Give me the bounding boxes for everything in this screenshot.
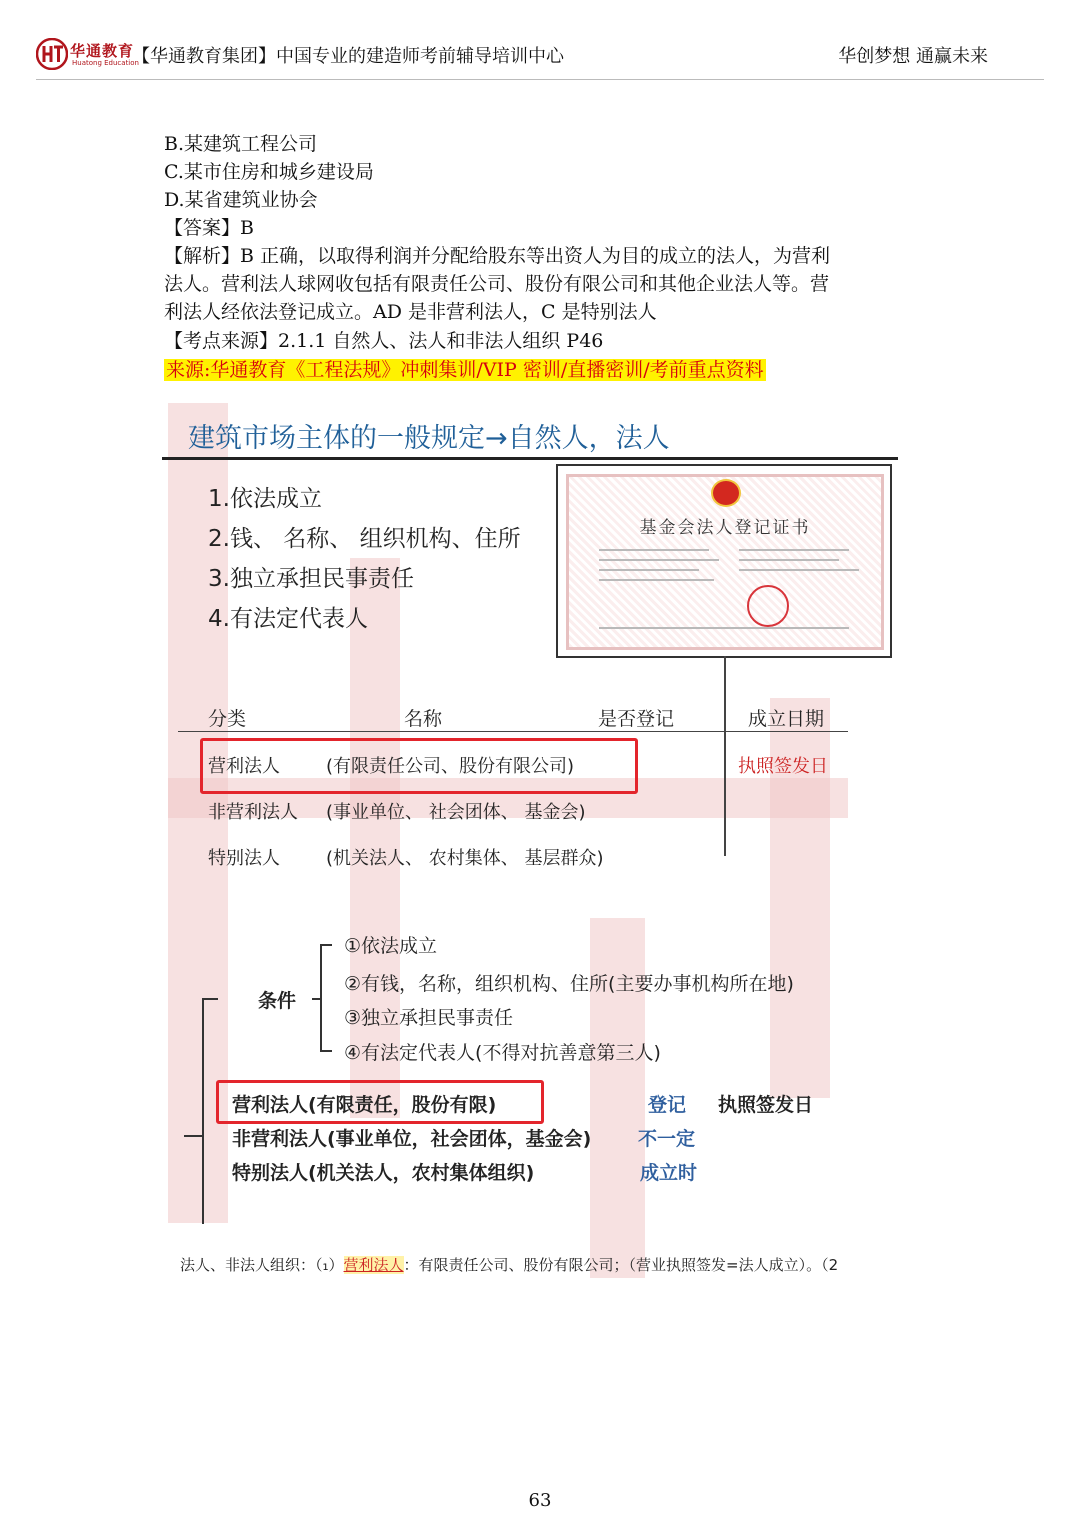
analysis-line: 【解析】B 正确，以取得利润并分配给股东等出资人为目的成立的法人，为营利 xyxy=(164,245,831,267)
option-c: C.某市住房和城乡建设局 xyxy=(164,161,374,183)
table-cell: 营利法人 xyxy=(208,756,280,777)
table-cell: 特别法人 xyxy=(208,848,280,869)
highlighted-source: 来源:华通教育《工程法规》冲刺集训/VIP 密训/直播密训/考前重点资料 xyxy=(166,359,764,381)
condition-detail: ③独立承担民事责任 xyxy=(344,1007,514,1029)
condition-item: 4.有法定代表人 xyxy=(208,606,368,632)
certificate-image xyxy=(556,464,892,658)
table-header: 成立日期 xyxy=(748,708,825,730)
table-cell: (机关法人、 农村集体、 基层群众) xyxy=(326,848,604,869)
type-name: 特别法人(机关法人，农村集体组织) xyxy=(232,1162,535,1184)
source-reference: 【考点来源】2.1.1 自然人、法人和非法人组织 P46 xyxy=(164,330,604,352)
footnote-highlight: 营利法人 xyxy=(343,1256,404,1274)
certificate-title: 基金会法人登记证书 xyxy=(639,518,811,538)
table-cell: (事业单位、 社会团体、 基金会) xyxy=(326,802,586,823)
logo-text: 华通教育 xyxy=(70,42,135,60)
option-b: B.某建筑工程公司 xyxy=(164,133,318,155)
table-cell: (有限责任公司、股份有限公司) xyxy=(326,756,575,777)
watermark-bar xyxy=(350,558,400,1118)
bracket-line xyxy=(312,998,322,1000)
emblem-icon xyxy=(711,479,741,507)
condition-detail: ①依法成立 xyxy=(344,935,438,957)
table-cell: 执照签发日 xyxy=(738,756,828,777)
condition-detail: ②有钱，名称，组织机构、住所(主要办事机构所在地) xyxy=(344,973,794,995)
slide-title: 建筑市场主体的一般规定→自然人，法人 xyxy=(188,423,670,454)
table-header: 是否登记 xyxy=(598,708,675,730)
condition-item: 2.钱、 名称、 组织机构、住所 xyxy=(208,526,521,552)
footnote-rest: ：有限责任公司、股份有限公司；（营业执照签发=法人成立）。（2 xyxy=(403,1256,839,1274)
bracket-line xyxy=(320,1050,332,1052)
analysis-line: 法人。营利法人球网收包括有限责任公司、股份有限公司和其他企业法人等。营 xyxy=(164,273,830,295)
table-header: 名称 xyxy=(404,708,443,730)
type-name: 非营利法人(事业单位，社会团体，基金会) xyxy=(232,1128,592,1150)
table-divider xyxy=(724,656,726,856)
type-date: 执照签发日 xyxy=(718,1094,814,1116)
type-name: 营利法人(有限责任，股份有限) xyxy=(232,1094,497,1116)
highlight-box xyxy=(200,738,638,794)
type-registration: 不一定 xyxy=(638,1128,696,1150)
table-cell: 非营利法人 xyxy=(208,802,298,823)
seal-stamp-icon xyxy=(747,585,789,627)
condition-item: 3.独立承担民事责任 xyxy=(208,566,414,592)
table-header-rule xyxy=(178,731,848,732)
header-divider xyxy=(36,79,1044,80)
logo-icon xyxy=(36,38,68,70)
header-slogan: 华创梦想 通赢未来 xyxy=(838,46,988,67)
outer-bracket-line xyxy=(202,998,218,1000)
type-registration: 成立时 xyxy=(640,1162,698,1184)
analysis-line: 利法人经依法登记成立。AD 是非营利法人，C 是特别法人 xyxy=(164,301,657,323)
bracket-label: 条件 xyxy=(258,990,297,1012)
slide-footnote xyxy=(180,1254,838,1275)
outer-bracket-line xyxy=(202,998,204,1224)
logo-subtext: Huatong Education xyxy=(72,59,139,67)
page-number: 63 xyxy=(528,1490,552,1511)
type-registration: 登记 xyxy=(648,1094,687,1116)
header-title: 【华通教育集团】中国专业的建造师考前辅导培训中心 xyxy=(132,46,564,67)
table-header: 分类 xyxy=(208,708,247,730)
slide-title-rule xyxy=(162,457,898,460)
lecture-slide xyxy=(160,398,920,1283)
condition-item: 1.依法成立 xyxy=(208,486,322,512)
answer: 【答案】B xyxy=(164,217,254,239)
option-d: D.某省建筑业协会 xyxy=(164,189,318,211)
condition-detail: ④有法定代表人(不得对抗善意第三人) xyxy=(344,1042,661,1064)
bracket-line xyxy=(320,944,332,946)
outer-bracket-line xyxy=(184,1135,204,1137)
highlight-box xyxy=(216,1080,544,1124)
footnote-prefix: 法人、非法人组织：（₁） xyxy=(180,1256,344,1274)
